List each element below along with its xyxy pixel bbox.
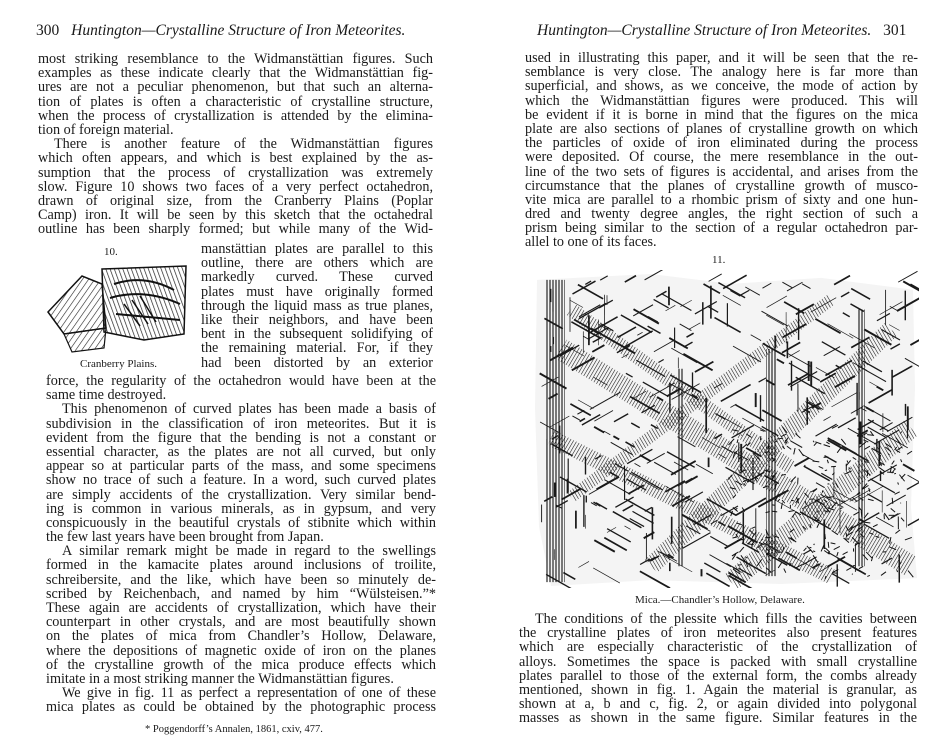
text-line: circumstance that the planes of crystalline growth of musco- <box>525 178 918 193</box>
text-line: are simply accidents of the crystallization. Very similar bend- <box>46 487 436 502</box>
text-line: like their neighbors, and have been <box>201 312 433 328</box>
text-line: on the plates of mica from Chandler’s Hollow, Delaware, <box>46 629 436 644</box>
text-line: be evident if it is borne in mind that the figures on the mica <box>525 107 918 122</box>
text-line: This phenomenon of curved plates has been made a basis of <box>62 402 436 417</box>
engraving-stroke <box>847 461 848 463</box>
running-head-title-right: Huntington—Crystalline Structure of Iron Meteorites. <box>537 22 872 39</box>
text-line: the remaining material. For, if they <box>201 341 433 356</box>
text-line: plate are also sections of planes of crystalline growth on which <box>525 121 918 137</box>
figure-11-number: 11. <box>712 254 726 266</box>
text-line: which are especially characteristic of the crystallization of <box>519 640 917 655</box>
text-line: A similar remark might be made in regard to the swellings <box>62 544 436 559</box>
text-line: tion of plates is often a characteristic of crystalline structure, <box>38 94 433 109</box>
running-head-left <box>36 22 405 40</box>
engraving-stroke <box>861 511 862 517</box>
text-line: scribed by Reichenbach, and named by him “Wülsteisen.”* <box>46 586 436 601</box>
text-line: There is another feature of the Widmanstättian figures <box>54 137 433 152</box>
text-line: were deposited. Of course, the mere resemblance in the out- <box>525 150 918 165</box>
text-line: The conditions of the plessite which fills the cavities between <box>535 612 917 627</box>
text-line: had been distorted by an exterior <box>201 355 433 370</box>
text-line: bent in the subsequent solidifying of <box>201 327 433 342</box>
text-line: alloys. Sometimes the space is packed with small crystalline <box>519 654 917 669</box>
page-number-right: 301 <box>883 22 907 39</box>
figure-11-mica-plate <box>531 270 919 588</box>
text-line: shown at a, b and c, fig. 2, or again divided into polygonal <box>519 697 917 712</box>
figure-10-number: 10. <box>104 246 118 258</box>
engraving-stroke <box>832 573 837 574</box>
text-line: force, the regularity of the octahedron would have been at the <box>46 374 436 389</box>
text-line: superficial, and shows, as we conceive, the mode of action by <box>525 79 918 94</box>
text-line: same time destroyed. <box>46 388 167 403</box>
text-line: Camp) iron. It will be seen by this sketch that the octahedral <box>38 208 433 223</box>
text-line: schreibersite, and the like, which have been so minutely de- <box>46 572 436 587</box>
text-line: evident from the figure that the bending is not a constant or <box>46 430 436 445</box>
text-line: which the Widmanstättian figures were produced. This will <box>525 93 918 108</box>
text-line: when the process of crystallization is attended by the elimina- <box>38 108 433 123</box>
text-line: the particles of oxide of iron eliminated during the process <box>525 136 918 151</box>
text-line: markedly curved. These curved <box>201 270 433 285</box>
text-line: dred and twenty degree angles, the right section of such a <box>525 207 918 222</box>
engraving-stroke <box>892 498 893 504</box>
text-line: formed in the kamacite plates around inclusions of troilite, <box>46 558 436 573</box>
text-line: tion of foreign material. <box>38 122 174 138</box>
engraving-stroke <box>898 271 917 282</box>
text-line: plates parallel to those of the external form, the combs already <box>519 668 917 683</box>
text-line: mentioned, shown in fig. 1. Again the material is granular, as <box>519 682 917 698</box>
text-line: sumption that the process of crystallization was extremely <box>38 165 433 180</box>
figure-10-octahedron <box>44 264 192 354</box>
figure-11-caption: Mica.—Chandler’s Hollow, Delaware. <box>635 594 805 606</box>
engraving-stroke <box>735 526 736 527</box>
text-line: allel to one of its faces. <box>525 235 657 250</box>
text-line: mica plates as could be obtained by the photographic process <box>46 700 436 715</box>
engraving-stroke <box>825 470 827 471</box>
running-head-right <box>537 22 906 40</box>
text-line: examples as these indicate clearly that the Widmanstättian fig- <box>38 66 433 81</box>
text-line: show no trace of such a feature. In a word, such curved plates <box>46 473 436 488</box>
text-line: appear so at particular parts of the mass, and some specimens <box>46 459 436 474</box>
text-line: manstättian plates are parallel to this <box>201 242 433 257</box>
text-line: drawn of original size, from the Cranberry Plains (Poplar <box>38 193 433 209</box>
engraving-stroke <box>814 544 815 545</box>
text-line: semblance is very close. The analogy here is far more than <box>525 65 918 80</box>
text-line: imitate in a most striking manner the Widmanstättian figures. <box>46 671 394 687</box>
text-line: most striking resemblance to the Widmanstättian figures. Such <box>38 52 433 67</box>
footnote: * Poggendorff’s Annalen, 1861, cxiv, 477. <box>145 724 323 735</box>
text-line: where the depositions of magnetic oxide of iron on the planes <box>46 643 436 658</box>
left-text-wrap <box>201 242 433 370</box>
running-head-title-left: Huntington—Crystalline Structure of Iron Meteorites. <box>71 22 406 39</box>
text-line: plates must have originally formed <box>201 284 433 299</box>
text-line: ing is common in various minerals, as in gypsum, and very <box>46 501 436 516</box>
page-number-left: 300 <box>36 22 60 39</box>
text-line: outline, there are others which are <box>201 256 433 271</box>
text-line: vite mica are parallel to a rhombic prism of sixty and one hun- <box>525 192 918 208</box>
text-line: which often appears, and which is best explained by the as- <box>38 151 433 166</box>
engraving-stroke <box>846 533 847 538</box>
text-line: of the crystalline growth of the mica produce effects which <box>46 657 436 672</box>
text-line: ures are not a peculiar phenomenon, but that such an alterna- <box>38 80 433 95</box>
text-line: These again are accidents of crystallization, which have their <box>46 601 436 616</box>
text-line: prism being similar to the section of a regular octahedron par- <box>525 221 918 236</box>
text-line: essential character, as the plates are not all curved, but only <box>46 444 436 460</box>
engraving-stroke <box>825 534 826 539</box>
engraving-stroke <box>867 470 868 476</box>
text-line: outline has been sharply formed; but while many of the Wid- <box>38 222 433 237</box>
text-line: line of the two sets of figures is accidental, and arises from the <box>525 164 918 179</box>
text-line: masses as shown in the same figure. Similar features in the <box>519 711 917 726</box>
engraving-stroke <box>772 511 778 512</box>
engraving-stroke <box>828 542 829 548</box>
text-line: slow. Figure 10 shows two faces of a very perfect octahedron, <box>38 179 433 194</box>
figure-10-caption: Cranberry Plains. <box>80 358 157 370</box>
text-line: We give in fig. 11 as perfect a representation of one of these <box>62 686 436 701</box>
right-text-top <box>525 51 918 250</box>
text-line: counterpart in other crystals, and are most beautifully shown <box>46 615 436 630</box>
text-line: through the liquid mass as true planes, <box>201 298 433 313</box>
text-line: the few last years have been brought from Japan. <box>46 530 324 545</box>
right-text-bottom <box>519 612 917 726</box>
text-line: conspicuously in the beautiful crystals of stibnite which within <box>46 515 436 531</box>
engraving-stroke <box>709 274 722 281</box>
left-text-bottom <box>46 374 436 715</box>
text-line: subdivision in the classification of iron meteorites. But it is <box>46 416 436 431</box>
text-line: used in illustrating this paper, and it will be seen that the re- <box>525 51 918 66</box>
engraving-stroke <box>736 451 737 454</box>
text-line: the crystalline plates of iron meteorites also present features <box>519 626 917 641</box>
left-text-top <box>38 52 433 236</box>
right-page <box>465 0 930 750</box>
